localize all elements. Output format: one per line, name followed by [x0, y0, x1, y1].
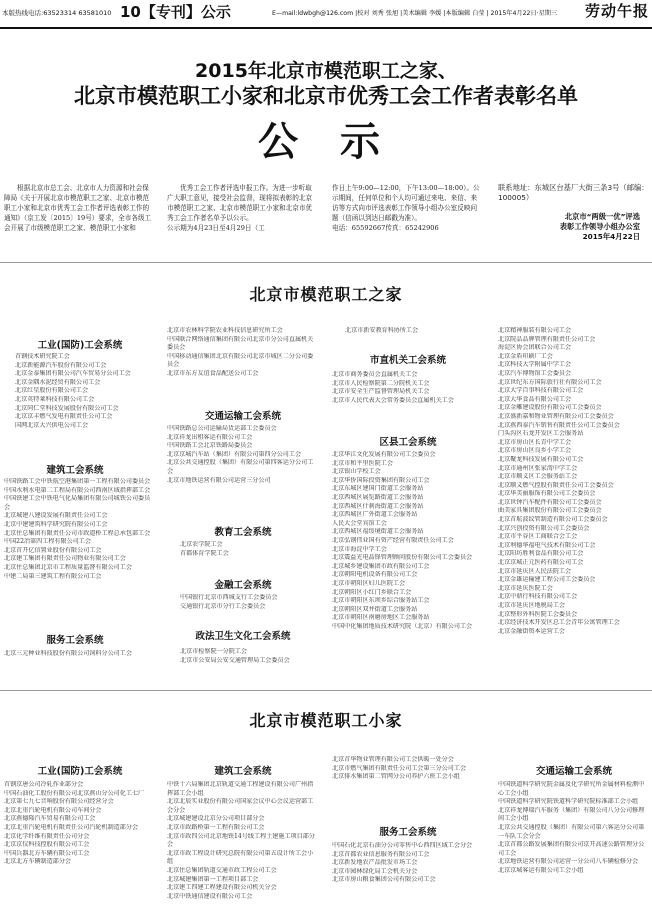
s1-c3-list1 — [332, 371, 484, 405]
list-item: 北京市延庆区地税局工会 — [498, 602, 566, 609]
list-item: 中国石油化工股份有限公司北京燕山分公司化工七厂 — [4, 789, 145, 797]
list-item: 中国联合网络通信集团有限公司北京市分公司直属机关委员会 — [167, 335, 314, 352]
list-item: 北京北方车辆制造部分会 — [4, 858, 72, 866]
s2-c2-cat: 建筑工会系统 — [214, 766, 272, 777]
list-item: 北京城建八建设发展有限责任公司工会 — [4, 512, 108, 520]
s2-c1-cat: 工业(国防)工会系统 — [37, 766, 123, 777]
list-item: 北京科技大学附属中学工会 — [498, 361, 572, 369]
list-item: 北京市房山区长青中学工会 — [498, 438, 572, 446]
list-item: 北京第七九七音响股份有限公司经营分会 — [4, 798, 114, 806]
sign-line1: 北京市“两级一优”评选 — [564, 212, 640, 221]
list-item: 北京市房山粮食集团公司有限公司工会 — [332, 876, 436, 884]
list-item: 北京市海淀中学工会 — [332, 545, 387, 553]
list-item: 交通银行北京市分行工会委员会 — [180, 602, 266, 610]
list-item: 北京利德华福电气技术有限公司工会 — [498, 541, 596, 549]
list-item: 北京化学纤维有限责任公司分会 — [4, 832, 90, 840]
list-item: 北京住总集团有限责任公司市政道桥工程总承包部工会 — [4, 529, 151, 537]
list-item: 北京盛新嘉和物业管理有限公司工会委员会 — [498, 412, 614, 420]
intro-col3: 作日上午9:00—12:00，下午13:00—18:00）。公示期间，任何单位和个人均可通过来电、来信、来访等方式向市评选表彰工作领导小组办公室反映问题（信函以到达日邮戳为准）。 电话：65592667传真：65242906 — [332, 184, 480, 232]
intro-col1: 根据北京市总工会、北京市人力资源和社会保障局《关于开展北京市模范职工之家、北京市模范职工小家和北京市优秀工会工作者评选表彰工作的通知》（京工发〔2015〕19号）要求，全市各级工会开展了市级模范职工之家、模范职工小家和 — [4, 184, 152, 232]
list-item: 北京西城区展览路街道工会服务站 — [332, 493, 424, 501]
list-item: 北京金融街资本运营工会 — [498, 627, 566, 635]
list-item: 北京祥龙出租客运有限公司工会 — [167, 433, 253, 441]
s1-c2-cat4: 政法卫生文化工会系统 — [195, 631, 291, 642]
list-item: 人民大会堂宾馆工会 — [332, 519, 387, 527]
s2-c1-list — [4, 781, 156, 867]
list-item: 北京城建建设北京分公司项目部分会 — [167, 815, 265, 823]
list-item: 北京西城区福绥境街道工会服务站 — [332, 528, 424, 536]
s1-c2-list0 — [167, 327, 319, 379]
list-item: 北京市燃气集团有限责任公司工会第三分公司工会 — [332, 764, 467, 772]
list-item: 北京兴创投资有限公司工会委员会 — [498, 524, 590, 532]
list-item: 曲美家具集团股份有限公司工会委员会 — [498, 507, 602, 515]
s1-c2-list4 — [180, 648, 320, 665]
list-item: 北京北重汽轮电机有限公司车间分会 — [4, 806, 102, 814]
divider — [0, 690, 652, 691]
list-item: 北京金泰集团有限公司汽车贸易分公司工会 — [15, 370, 131, 378]
list-item: 北京市平谷区工商联合会工会 — [498, 533, 578, 541]
list-item: 北京中鼎行科技有限公司工会 — [498, 593, 578, 601]
list-item: 北京整形外科医院工会委员会 — [498, 610, 578, 618]
list-item: 北京建工集团有限责任公司物业有限公司工会 — [4, 555, 126, 563]
list-item: 北京市检察院一分院工会 — [180, 648, 248, 655]
list-item: 北京京城正元医药有限公司工会 — [498, 559, 584, 567]
list-item: 中国铁建工会中铁电气化局集团有限公司城铁公司委员会 — [4, 495, 151, 511]
list-item: 北京城乡建设集团市政有限公司工会 — [332, 562, 430, 570]
list-item: 北京市新安教育科协所工会 — [345, 327, 419, 334]
list-item: 北京金雄运输建工程公司工会委员会 — [498, 576, 596, 584]
list-item: 北京大学百事科技有限公司工会 — [498, 387, 584, 395]
list-item: 北京西城区广外街道工会服务站 — [332, 511, 418, 519]
list-item: 北京农学院工会 — [180, 541, 223, 548]
list-item: 北京市商务委员会直属机关工会 — [332, 371, 418, 378]
list-item: 北京市政四公司北京地铁14号线工程土建施工项目部分会 — [167, 832, 315, 849]
list-item: 北京顺义燃气控股有限责任公司工会委员会 — [498, 481, 614, 489]
section1-title: 北京市模范职工之家 — [249, 285, 403, 304]
header-rule — [0, 27, 652, 29]
list-item: 北京阳坊胜利食品有限公司工会 — [498, 550, 584, 558]
divider — [0, 262, 652, 263]
list-item: 中国水利水电第二工程局有限公司西南区域指挥部工会 — [4, 486, 151, 494]
list-item: 国网北京大兴供电公司工会 — [15, 421, 89, 429]
list-item: 北京市园林绿化局工会机关分会 — [332, 867, 418, 875]
list-item: 北京朝阳区双井街道工会服务站 — [332, 605, 418, 613]
list-item: 北京同仁堂科技发展股份有限公司工会 — [15, 404, 119, 412]
list-item: 北京大华食品有限公司工会 — [498, 395, 572, 403]
list-item: 北京红星股份有限公司工会 — [15, 387, 89, 395]
list-item: 北京经济技术开发区总工会青年公寓管理工会 — [498, 619, 620, 627]
headline-line2: 北京市模范职工小家和北京市优秀工会工作者表彰名单 — [74, 84, 578, 108]
list-item: 北京燕德隆汽车贸易有限公司工会 — [4, 815, 96, 823]
list-item: 北京市人民代表大会常务委员会直属机关工会 — [332, 396, 454, 404]
list-item: 中国银行北京市西城支行工会委员会 — [180, 594, 278, 601]
list-item: 北京院品品牌管理有限责任公司工会 — [498, 335, 596, 343]
list-item: 北京汽车博物馆工会委员会 — [498, 369, 572, 377]
s1-c1-cat3: 服务工会系统 — [46, 635, 104, 646]
list-item: 北京城建集团第一工程项目部工会 — [167, 875, 259, 883]
s1-c2-list1 — [167, 425, 319, 485]
list-item: 北京市公安局公安交通管理局工会委员会 — [180, 656, 290, 664]
list-item: 北京住总集团轨道交通市政工程公司工会 — [167, 866, 277, 874]
list-item: 北京京仪科技控股有限公司工会 — [4, 841, 90, 849]
s1-c1-cat1: 工业(国防)工会系统 — [37, 340, 123, 351]
list-item: 北京世纪东方国际旅行社有限公司工会 — [498, 378, 602, 386]
list-item: 北京京丰燃气发电有限责任公司工会 — [15, 413, 113, 421]
list-item: 北京朝阳区小红门乡联合工会 — [332, 588, 412, 596]
section2-title: 北京市模范职工小家 — [249, 711, 403, 730]
s2-c2-list — [167, 781, 319, 901]
s1-c2-list2 — [180, 541, 320, 558]
s1-c2-list3 — [180, 594, 320, 611]
s2-c4-list — [498, 781, 650, 876]
contact-address: 联系地址：东城区台基厂大街三条3号（邮编：100005） — [498, 183, 649, 202]
s1-c3-cat1: 市直机关工会系统 — [369, 355, 446, 366]
list-item: 北京京城客运有限公司工会小组 — [498, 866, 584, 874]
s2-c4-cat: 交通运输工会系统 — [535, 766, 612, 777]
newspaper-logo: 劳动午报 — [585, 2, 650, 20]
list-item: 北京市顺义区工会服务站工会 — [498, 473, 578, 481]
list-item: 北京新发地农产品批发市场工会 — [332, 859, 418, 867]
s1-c1-list3 — [4, 650, 156, 659]
list-item: 北京华美丽服饰有限公司工会委员会 — [498, 490, 596, 498]
s1-c3-list0 — [345, 327, 485, 336]
list-item: 北京市延庆医院工会 — [498, 584, 553, 592]
list-item: 北京首开亿信置业股份有限公司工会 — [4, 546, 102, 554]
s1-c4-list0 — [498, 327, 650, 636]
s1-c2-cat2: 教育工会系统 — [214, 527, 272, 538]
list-item: 北京首华物业管理有限公司工会供暖一处分会 — [332, 756, 454, 763]
list-item: 北京市地铁运营有限公司运营三分公司 — [167, 476, 271, 484]
list-item: 北京弘钢伟业国有资产经营有限责任公司工会 — [332, 536, 454, 544]
list-item: 海淀区协会团联合公司工会 — [498, 344, 572, 352]
list-item: 北京首都公路发展集团有限公司京开高速公路管理分公司工会 — [498, 841, 645, 857]
list-item: 北京金雕建设股份有限公司工会委员会 — [498, 404, 602, 412]
list-item: 北京市政工程设计研究总院有限公司第五设计所工会小组 — [167, 849, 314, 866]
list-item: 北京市安全生产监督管理局机关工会 — [332, 388, 430, 396]
list-item: 北京燕西泰汽车销售有限责任公司工会委员会 — [498, 421, 620, 429]
list-item: 北京东城区建国门街道工会服务站 — [332, 485, 424, 493]
list-item: 北京华江文化发展有限公司工会委员会 — [332, 451, 436, 458]
list-item: 首都体育学院工会 — [180, 549, 229, 557]
s1-c2-cat3: 金融工会系统 — [214, 580, 272, 591]
list-item: 中国中化集团地质技术研究院（北京）有限公司工会 — [332, 622, 473, 630]
list-item: 北京京城汽车站（集团）有限公司第四分公司工会 — [167, 450, 302, 458]
headline-line1: 2015年北京市模范职工之家、 — [195, 60, 457, 82]
list-item: 北京金盾印刷厂工会 — [498, 352, 553, 360]
s1-c2-cat1: 交通运输工会系统 — [204, 411, 281, 422]
list-item: 中国兵器北方车辆有限公司工会 — [4, 849, 90, 857]
list-item: 中国铁路工会中铁航空港集团第一工程有限公司委员会 — [4, 478, 151, 485]
list-item: 中国移动通信集团北京有限公司北京市城区二分公司委员会 — [167, 352, 314, 369]
list-item: 北京市政路桥第一工程有限公司工会 — [167, 823, 265, 831]
sign-line3: 2015年4月22日 — [582, 232, 640, 241]
s1-c3-cat2: 区县工会系统 — [379, 437, 437, 448]
list-item: 北京三元种业科技股份有限公司饲料分公司工会 — [4, 650, 132, 657]
list-item: 北京西城区什刹海街道工会服务站 — [332, 502, 424, 510]
list-item: 北京中铁通信建设有限公司工会 — [167, 892, 253, 900]
list-item: 北京英特莱科技有限公司工会 — [15, 395, 95, 403]
list-item: 北京市朝阳区南磨房地区工会服务站 — [332, 614, 430, 622]
list-item: 中铁十六局集团北京轨道交通工程建设有限公司广州指挥部工会小组 — [167, 781, 314, 797]
list-item: 北京新能源汽车股份有限公司工会 — [15, 361, 107, 369]
list-item: 北京北辰实业股份有限公司国家会议中心会议运营部工会分会 — [167, 798, 314, 814]
list-item: 北京建工四建工程建设有限公司机关分会 — [167, 884, 277, 892]
intro-col2: 优秀工会工作者评选申报工作。为进一步听取广大职工意见，接受社会监督，现将拟表彰的北京市模范职工之家、北京市模范职工小家和北京市优秀工会工作者名单予以公示。 公示期为4月23日至4月29日（工 — [167, 184, 313, 232]
list-item: 中国石化北京石油分公司零售中心西四区域工会分会 — [332, 842, 473, 849]
list-item: 北京北重汽轮电机有限责任公司汽轮机制造部分会 — [4, 823, 139, 831]
list-item: 首钢京唐公司冷轧作业部分会 — [4, 781, 84, 788]
s2-c3-cat: 服务工会系统 — [379, 827, 437, 838]
s2-c3-list — [332, 842, 484, 885]
list-item: 北京市房山区良乡小学工会 — [498, 447, 572, 455]
list-item: 北京地铁运营有限公司运营一分公司八车辆检修分会 — [498, 858, 639, 866]
list-item: 北京首都农业信息服务有限公司工会 — [332, 850, 430, 858]
editor-info: E—mail:ldwbgh@126.com |校对 刘秀 张旭 |美术编辑 李媛 |本版编辑 白莹 | 2015年4月22日·星期三 — [272, 10, 558, 17]
list-item: 北京公共交通控股（集团）有限公司第四客运分公司工会 — [167, 459, 314, 475]
list-item: 北京震益光电晶锋管理顾问股份有限公司工会委员会 — [332, 554, 473, 562]
newspaper-header — [0, 0, 652, 30]
list-item: 北京聚龙科技发展有限公司工会 — [498, 455, 584, 463]
list-item: 中国铁道科学研究院铁道科学研究院标准部工会小组 — [498, 798, 639, 806]
page-label: 10【专刊】公示 — [120, 3, 231, 21]
s1-c1-list2 — [4, 478, 156, 581]
list-item: 北京市和平里医院工会 — [332, 459, 393, 467]
s2-c3-list0 — [332, 756, 484, 782]
list-item: 北京市延庆区人民法院工会 — [498, 567, 572, 575]
list-item: 北京世钟汽车配件有限公司工会委员会 — [498, 498, 602, 506]
list-item: 北京市朝阳区东坝乡综合服务站工会 — [332, 597, 430, 605]
list-item: 北京祥龙博瑞汽车服务（集团）有限公司八分公司修理间工会小组 — [498, 806, 645, 823]
list-item: 北京市通州区张家湾中学工会 — [498, 464, 578, 472]
s1-c1-cat2: 建筑工会系统 — [46, 465, 104, 476]
hotline-text: 本版热线电话:63523314 63581010 — [2, 9, 112, 17]
list-item: 北京市朝阳区妇儿医院工会 — [332, 579, 406, 587]
list-item: 中国22冶第四工程有限公司工会 — [4, 538, 91, 546]
list-item: 北京朝阳电机设备有限公司工会 — [332, 571, 418, 579]
list-item: 北京首航波纹管制造有限公司工会委员会 — [498, 516, 608, 524]
sign-line2: 表彰工作领导小组办公室 — [559, 222, 640, 231]
list-item: 北京市东方友谊食品配送公司工会 — [167, 369, 259, 377]
list-item: 北京公共交通控股（集团）有限公司第六客运分公司第一车队工会分会 — [498, 823, 645, 840]
list-item: 中建二局第三建筑工程有限公司工会 — [4, 572, 102, 580]
s1-c1-list1 — [15, 353, 155, 430]
list-item: 北京精神服装有限公司工会 — [498, 327, 572, 334]
headline-gongshi: 公 示 — [258, 119, 394, 165]
list-item: 中国铁道科学研究院金属及化学研究所金属材料检测中心工会小组 — [498, 781, 645, 797]
list-item: 北京住总集团北京市工程质量监督有限公司工会 — [4, 563, 132, 571]
list-item: 中国铁路总公司运输局货运部工会委员会 — [167, 425, 277, 432]
list-item: 北京市人民检察院第二分院机关工会 — [332, 379, 430, 387]
list-item: 北京排水集团第二管网分公司养护六班工会小组 — [332, 773, 460, 781]
list-item: 北京银山学校工会 — [332, 468, 381, 476]
list-item: 门头沟区石龙开发区工会服务站 — [498, 430, 584, 438]
s1-c3-list2 — [332, 451, 484, 631]
list-item: 首钢技术研究院工会 — [15, 353, 70, 360]
list-item: 北京市农林科学院农业科技信息研究所工会 — [167, 327, 283, 334]
list-item: 北京中建建筑科学研究院有限公司工会 — [4, 520, 108, 528]
list-item: 北京金隅水泥经贸有限公司工会 — [15, 378, 101, 386]
list-item: 中国铁路工会北京铁路局委员会 — [167, 442, 253, 450]
list-item: 北京华侨国际投资集团有限公司工会 — [332, 476, 430, 484]
